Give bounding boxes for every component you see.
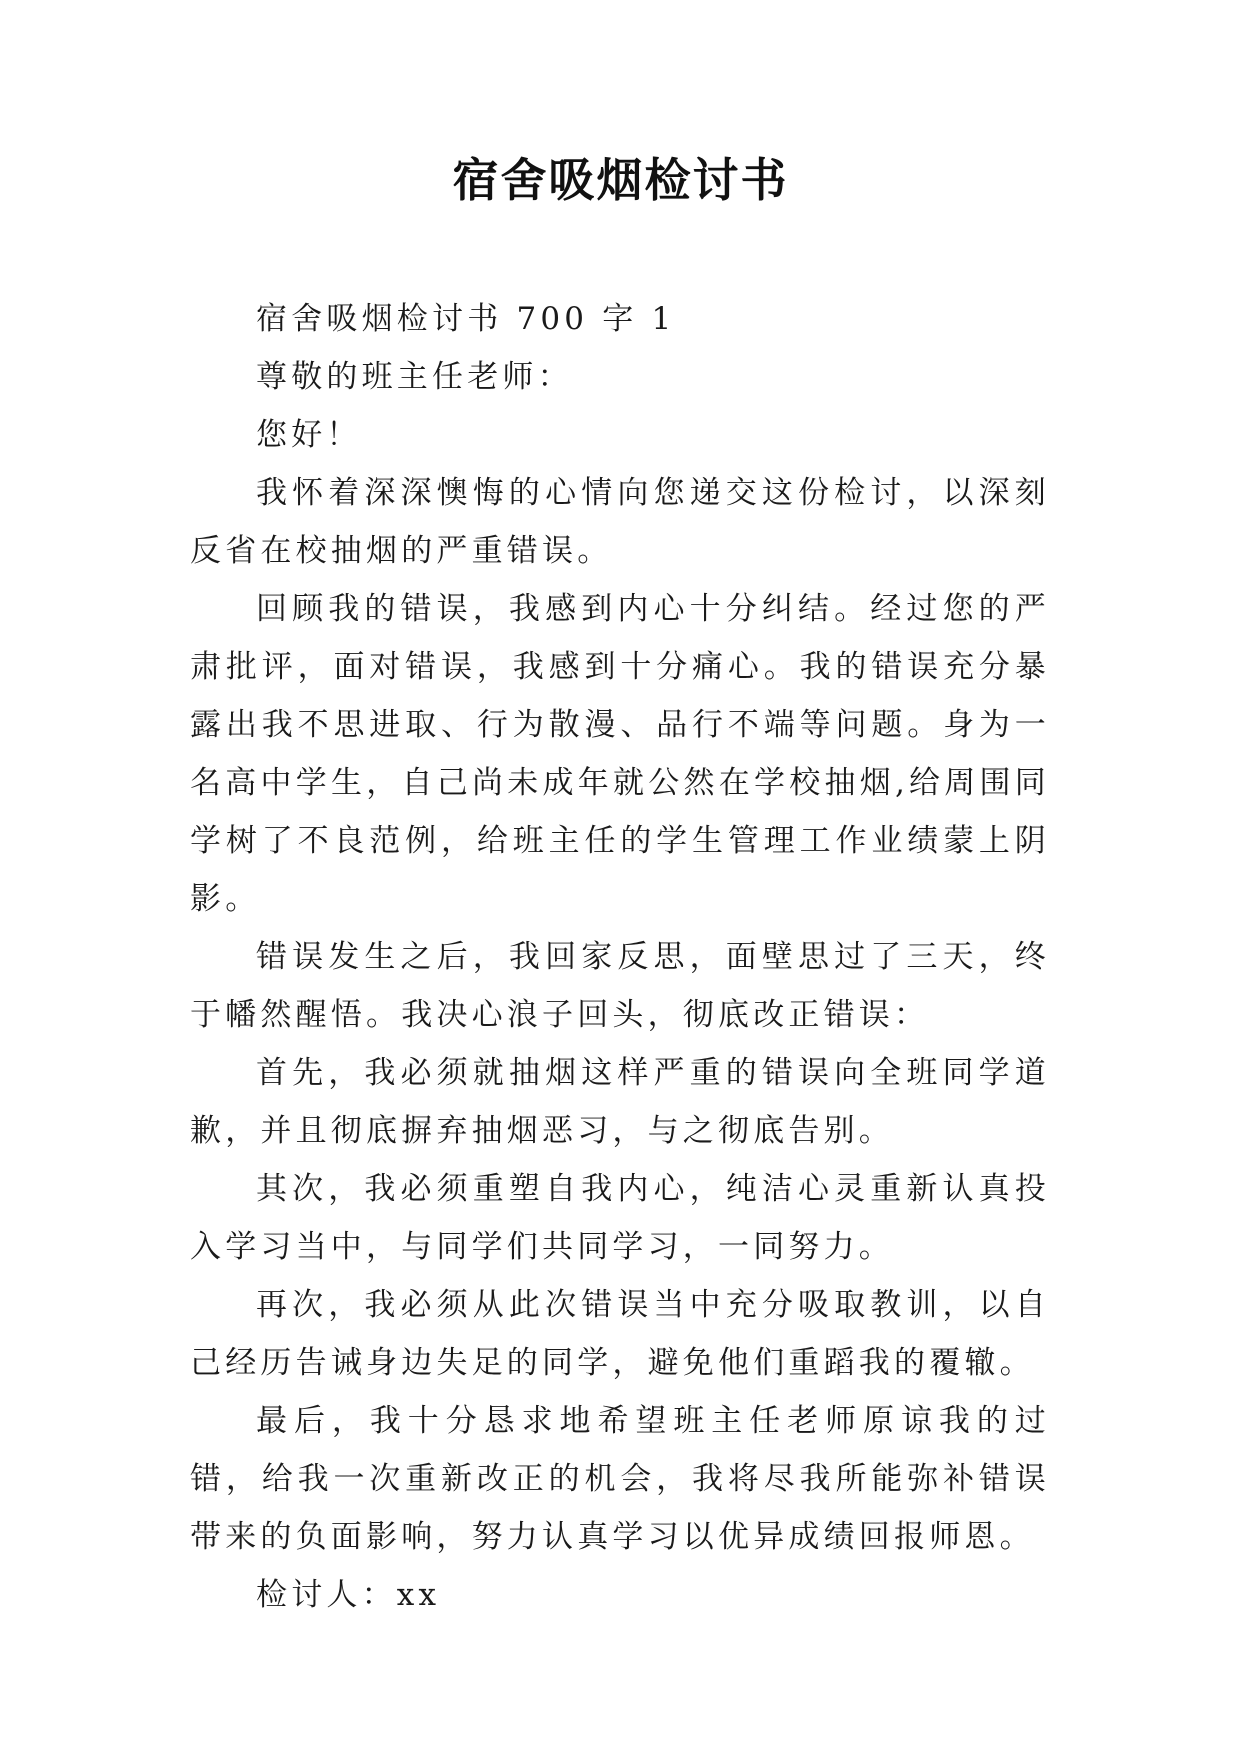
paragraph-greeting: 您好！ <box>256 417 362 453</box>
document-body <box>190 290 1050 1624</box>
paragraph-signature: 检讨人：xx <box>256 1577 441 1613</box>
paragraph-intro: 我怀着深深懊悔的心情向您递交这份检讨，以深刻反省在校抽烟的严重错误。 <box>190 475 1050 569</box>
paragraph-last: 最后，我十分恳求地希望班主任老师原谅我的过错，给我一次重新改正的机会，我将尽我所能弥补错误带来的负面影响，努力认真学习以优异成绩回报师恩。 <box>190 1403 1050 1555</box>
paragraph-salutation: 尊敬的班主任老师： <box>256 359 573 395</box>
paragraph-first: 首先，我必须就抽烟这样严重的错误向全班同学道歉，并且彻底摒弃抽烟恶习，与之彻底告别。 <box>190 1055 1050 1149</box>
paragraph-reflection: 错误发生之后，我回家反思，面壁思过了三天，终于幡然醒悟。我决心浪子回头，彻底改正错误： <box>190 939 1050 1033</box>
paragraph-review: 回顾我的错误，我感到内心十分纠结。经过您的严肃批评，面对错误，我感到十分痛心。我的错误充分暴露出我不思进取、行为散漫、品行不端等问题。身为一名高中学生，自己尚未成年就公然在学校抽烟,给周围同学树了不良范例，给班主任的学生管理工作业绩蒙上阴影。 <box>190 591 1050 917</box>
document-title: 宿舍吸烟检讨书 <box>452 153 789 207</box>
paragraph-second: 其次，我必须重塑自我内心，纯洁心灵重新认真投入学习当中，与同学们共同学习，一同努力。 <box>190 1171 1050 1265</box>
paragraph-heading: 宿舍吸烟检讨书 700 字 1 <box>256 301 676 337</box>
paragraph-third: 再次，我必须从此次错误当中充分吸取教训，以自己经历告诫身边失足的同学，避免他们重蹈我的覆辙。 <box>190 1287 1050 1381</box>
